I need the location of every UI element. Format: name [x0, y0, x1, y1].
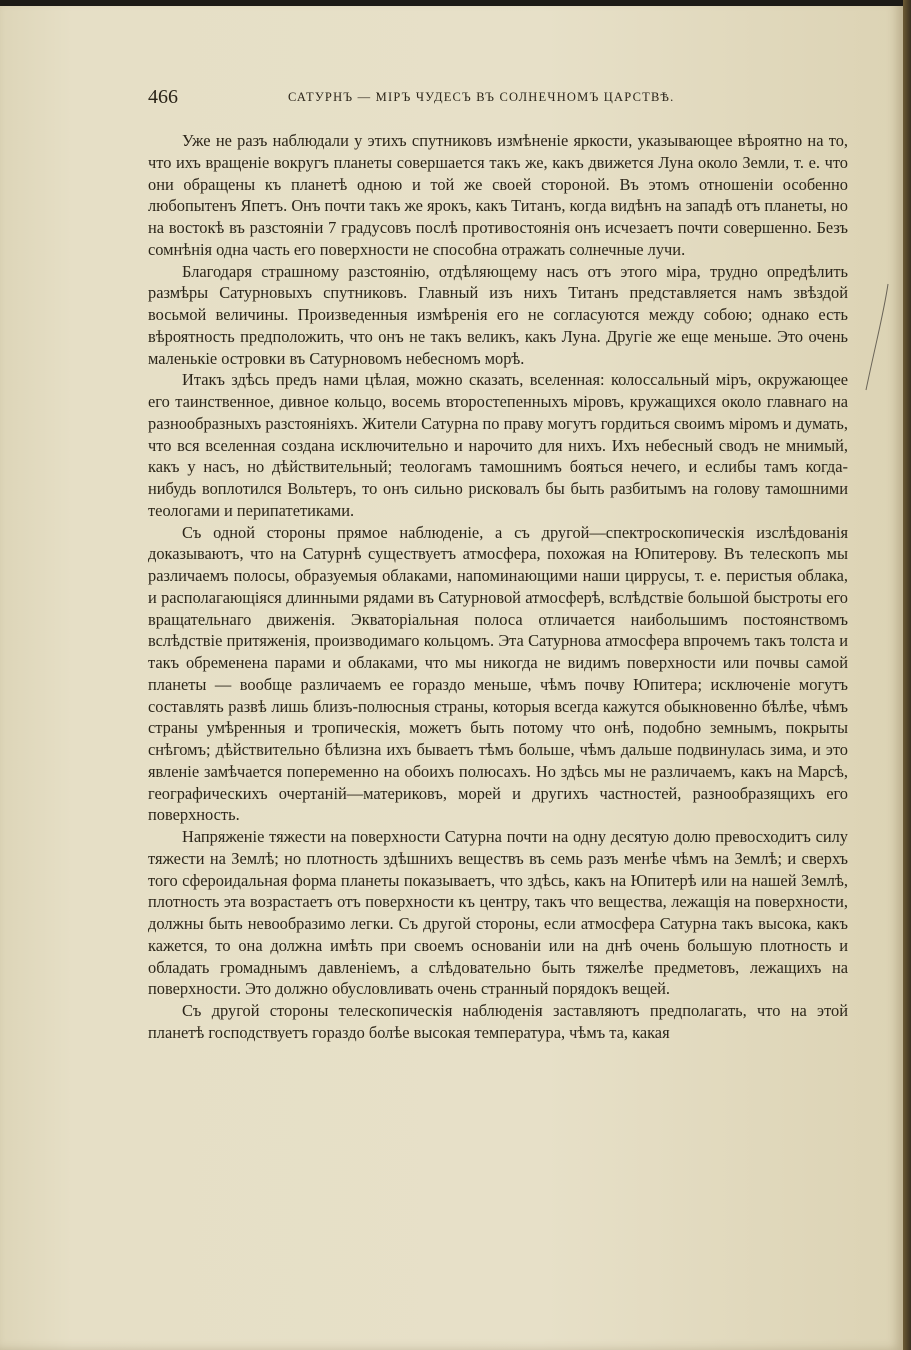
running-head: САТУРНЪ — МІРЪ ЧУДЕСЪ ВЪ СОЛНЕЧНОМЪ ЦАРСТВѢ. [288, 90, 675, 104]
paragraph-6: Съ другой стороны телескопическія наблюденія заставляютъ предполагать, что на этой планетѣ господствуетъ гораздо болѣе высокая температура, чѣмъ та, какая [148, 1001, 848, 1042]
scan-right-edge [903, 0, 911, 1350]
pencil-margin-mark [862, 282, 892, 392]
scan-top-edge [0, 0, 911, 6]
paragraph-2: Благодаря страшному разстоянію, отдѣляющему насъ отъ этого міра, трудно опредѣлить размѣры Сатурновыхъ спутниковъ. Главный изъ нихъ Титанъ представляется намъ звѣздой восьмой величины. Произведенныя измѣренія его не согласуются между собою; однако есть вѣроятность предположить, что онъ не такъ великъ, какъ Луна. Другіе же еще меньше. Это очень маленькіе островки въ Сатурновомъ небесномъ морѣ. [148, 261, 848, 368]
page-header [148, 86, 848, 110]
paragraph-5: Напряженіе тяжести на поверхности Сатурна почти на одну десятую долю превосходитъ силу тяжести на Землѣ; но плотность здѣшнихъ веществъ въ семь разъ менѣе чѣмъ на Землѣ; и сверхъ того сфероидальная форма планеты показываетъ, что здѣсь, какъ на Юпитерѣ или на нашей Землѣ, плотность эта возрастаетъ отъ поверхности къ центру, такъ что вещества, лежащія на поверхности, должны быть невообразимо легки. Съ другой стороны, если атмосфера Сатурна такъ высока, какъ кажется, то она должна имѣть при своемъ основаніи или на днѣ очень большую плотность и обладать громаднымъ давленіемъ, а слѣдовательно быть тяжелѣе предметовъ, лежащихъ на поверхности. Это должно обусловливать очень странный порядокъ вещей. [148, 827, 848, 999]
paragraph-1: Уже не разъ наблюдали у этихъ спутниковъ измѣненіе яркости, указывающее вѣроятно на то, что ихъ вращеніе вокругъ планеты совершается такъ же, какъ движется Луна около Земли, т. е. что они обращены къ планетѣ одною и той же своей стороной. Въ этомъ отношеніи особенно любопытенъ Япетъ. Онъ почти такъ же ярокъ, какъ Титанъ, когда видѣнъ на западѣ отъ планеты, но на востокѣ въ разстояніи 7 градусовъ послѣ противостоянія онъ исчезаетъ почти совершенно. Безъ сомнѣнія одна часть его поверхности не способна отражать солнечные лучи. [148, 131, 848, 259]
page-number: 466 [148, 86, 178, 108]
body-text [148, 130, 848, 1044]
paragraph-3: Итакъ здѣсь предъ нами цѣлая, можно сказать, вселенная: колоссальный міръ, окружающее его таинственное, дивное кольцо, восемь второстепенныхъ міровъ, кружащихся около главнаго на разнообразныхъ разстояніяхъ. Жители Сатурна по праву могутъ гордиться своимъ міромъ и думать, что вся вселенная создана исключительно и нарочито для нихъ. Ихъ небесный сводъ не мнимый, какъ у насъ, но дѣйствительный; теологамъ тамошнимъ бояться нечего, и еслибы тамъ когда-нибудь воплотился Вольтеръ, то онъ сильно рисковалъ бы быть разбитымъ на голову тамошними теологами и перипатетиками. [148, 370, 848, 520]
paragraph-4: Съ одной стороны прямое наблюденіе, а съ другой—спектроскопическія изслѣдованія доказываютъ, что на Сатурнѣ существуетъ атмосфера, похожая на Юпитерову. Въ телескопъ мы различаемъ полосы, образуемыя облаками, напоминающими наши циррусы, т. е. перистыя облака, и располагающіяся длинными рядами въ Сатурновой атмосферѣ, вслѣдствіе большой быстроты его вращательнаго движенія. Экваторіальная полоса отличается наибольшимъ постоянствомъ вслѣдствіе притяженія, производимаго кольцомъ. Эта Сатурнова атмосфера впрочемъ такъ толста и такъ обременена парами и облаками, что мы никогда не видимъ поверхности или почвы самой планеты — вообще различаемъ ее гораздо меньше, чѣмъ почву Юпитера; исключеніе могутъ составлять развѣ лишь близъ-полюсныя страны, которыя всегда кажутся обыкновенно бѣлѣе, чѣмъ страны умѣренныя и тропическія, можетъ быть потому что онѣ, подобно земнымъ, покрыты снѣгомъ; дѣйствительно бѣлизна ихъ бываетъ тѣмъ больше, чѣмъ дальше подвинулась зима, и это явленіе замѣчается попеременно на обоихъ полюсахъ. Но здѣсь мы не различаемъ, какъ на Марсѣ, географическихъ очертаній—материковъ, морей и другихъ частностей, разнообразящихъ его поверхность. [148, 522, 848, 825]
